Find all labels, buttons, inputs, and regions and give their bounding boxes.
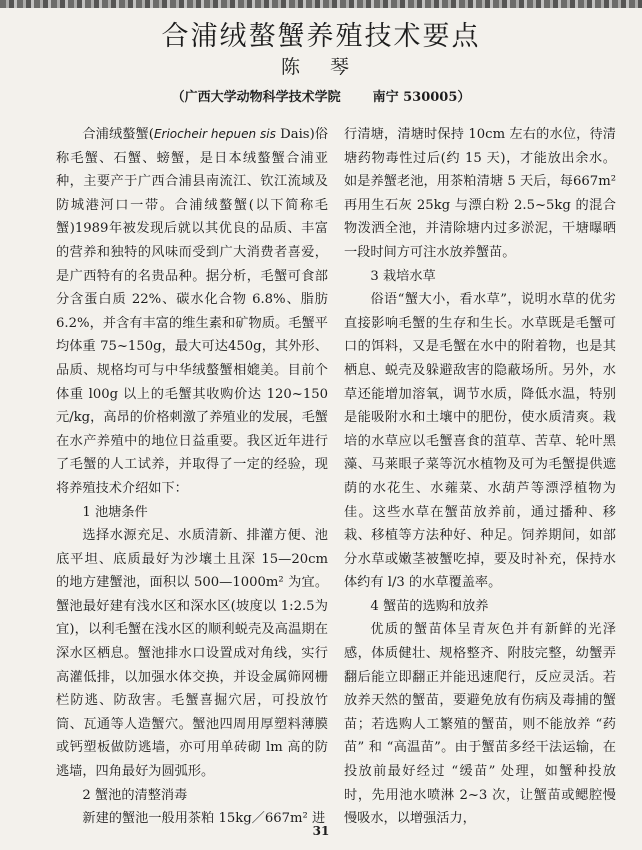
section-2-paragraph-start: 新建的蟹池一般用茶粕 15kg／667m² 进 — [82, 811, 326, 827]
section-heading-2: 2 蟹池的清整消毒 — [82, 787, 188, 803]
right-column — [344, 123, 616, 831]
intro-text: Dais)俗称毛蟹、石蟹、螃蟹，是日本绒螯蟹合浦亚种，主要产于广西合浦县南流江、钦江流域及防城港河口一带。合浦绒螯蟹(以下简称毛蟹)1989年被发现后就以其优良的品质、丰富的营养和独特的风味而受到广大消费者喜爱，是广西特有的名贵品种。据分析，毛蟹可食部分含蛋白质 22%、碳水化合物 6.8%、脂肪 6.2%，并含有丰富的维生素和矿物质。毛蟹平均体重 75~150g，最大可达450g，其外形、品质、规格均可与中华绒螯蟹相媲美。目前个体重 l00g 以上的毛蟹其收购价达 120~150 元/kg，高昂的价格刺激了养殖业的发展，毛蟹在水产养殖中的地位日益重要。我区近年进行了毛蟹的人工试养，并取得了一定的经验，现将养殖技术介绍如下： — [56, 127, 328, 496]
section-heading-3: 3 栽培水草 — [370, 268, 436, 284]
header-decoration — [0, 0, 642, 8]
author-affiliation — [0, 86, 642, 105]
section-2-paragraph-continued: 行清塘，清塘时保持 10cm 左右的水位，待清塘药物毒性过后(约 15 天)，才能放出余水。如是养蟹老池，用茶粕清塘 5 天后，每667m² 再用生石灰 25kg 与漂白粉 2.5~5kg 的混合物泼洒全池，并清除塘内过多淤泥，干塘曝晒一段时间方可注水放养蟹苗。 — [344, 127, 616, 260]
intro-lead: 合浦绒螯蟹( — [82, 127, 154, 142]
latin-name: Eriocheir hepuen sis — [153, 127, 276, 141]
article-title: 合浦绒螯蟹养殖技术要点 — [161, 21, 481, 52]
section-4-paragraph: 优质的蟹苗体呈青灰色并有新鲜的光泽感，体质健壮、规格整齐、附肢完整，幼蟹弄翻后能立即翻正并能迅速爬行，反应灵活。若放养天然的蟹苗，要避免放有伤病及毒捕的蟹苗；若选购人工繁殖的蟹苗，则不能放养 “药苗” 和 “高温苗”。由于蟹苗多经干法运输，在投放前最好经过 “缓苗” 处理，如蟹种投放时，先用池水喷淋 2~3 次，让蟹苗或鳃腔慢慢吸水，以增强活力， — [344, 622, 616, 827]
section-3-paragraph: 俗语“蟹大小，看水草”，说明水草的优劣直接影响毛蟹的生存和生长。水草既是毛蟹可口的饵料，又是毛蟹在水中的附着物，也是其栖息、蜕壳及躲避敌害的隐蔽场所。另外，水草还能增加溶氧，调节水质，降低水温，特别是能吸附水和土壤中的肥份，使水质清爽。栽培的水草应以毛蟹喜食的菹草、苦草、轮叶黑藻、马莱眼子菜等沉水植物及可为毛蟹提供遮荫的水花生、水蕹菜、水葫芦等漂浮植物为佳。这些水草在蟹苗放养前，通过播种、移栽、移植等方法种好、种足。饲养期间，如部分水草或嫩茎被蟹吃掉，要及时补充，保持水体约有 l/3 的水草覆盖率。 — [344, 292, 616, 591]
section-1-paragraph: 选择水源充足、水质清新、排灌方便、池底平坦、底质最好为沙壤土且深 15—20cm 的地方建蟹池，面积以 500—1000m² 为宜。蟹池最好建有浅水区和深水区(坡度以 1:2.5为宜)，以利毛蟹在浅水区的顺利蜕壳及高温期在深水区栖息。蟹池排水口设置成对角线，实行高灌低排，以加强水体交换，并设金属筛网栅栏防逃、防敌害。毛蟹喜掘穴居，可投放竹筒、瓦通等人造蟹穴。蟹池四周用厚塑料薄膜或钙塑板做防逃墙，亦可用单砖砌 lm 高的防逃墙，四角最好为圆弧形。 — [56, 528, 328, 780]
section-heading-1: 1 池塘条件 — [82, 504, 148, 520]
article-author: 陈 琴 — [280, 56, 362, 78]
left-column — [56, 123, 328, 831]
section-heading-4: 4 蟹苗的选购和放养 — [370, 598, 489, 614]
affiliation-organization: （广西大学动物科学技术学院 — [171, 90, 341, 105]
affiliation-city: 南宁 530005） — [372, 90, 471, 105]
intro-paragraph — [56, 123, 328, 501]
page-number: 31 — [312, 824, 330, 838]
